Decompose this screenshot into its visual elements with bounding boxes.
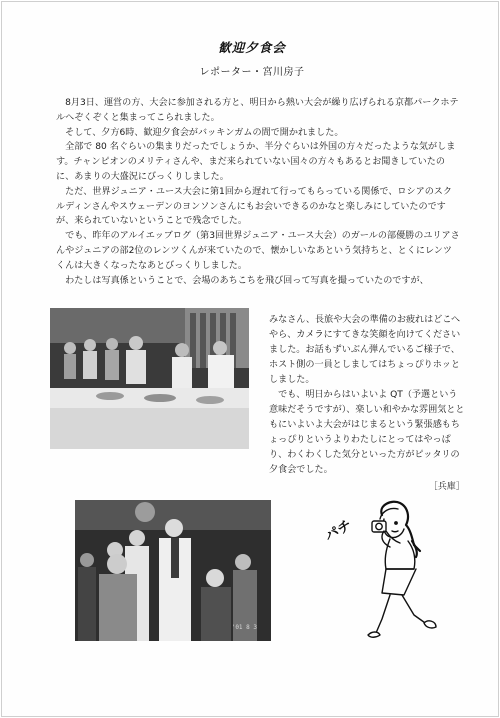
paragraph: わたしは写真係ということで、会場のあちこちを飛び回って写真を撮っていたのですが、 (65, 275, 429, 286)
buffet-photo-image (50, 308, 249, 449)
newsletter-page (1, 1, 499, 717)
paragraph: みなさん、長旅や大会の準備のお疲れはどこへやら、カメラにすてきな笑顔を向けてくださいました。お話もずいぶん弾んでいるご様子で、ホスト側の一員としましてはちょっぴりホッとしました。 (269, 315, 461, 385)
group-photo-image (75, 500, 271, 641)
photo-date-stamp: '01 8 3 (231, 624, 257, 631)
paragraph: 8月3日、運営の方、大会に参加される方と、明日から熱い大会が繰り広げられる京都パークホテルへぞくぞくと集まってこられました。 (56, 98, 459, 123)
paragraph: でも、明日からはいよいよ QT（予選という意味だそうですが）、楽しい和やかな雰囲気とともにいよいよ大会がはじまるという緊張感もちょっぴりというよりわたしにとってはやっぱり、わくわくした気分といった方がピッタリの夕食会でした。 (269, 390, 465, 475)
photographer-cartoon (320, 497, 450, 647)
photographer-cartoon-drawing (320, 497, 450, 647)
paragraph: 全部で 80 名ぐらいの集まりだったでしょうか、半分ぐらいは外国の方々だったような気がします。チャンピオンのメリティさんや、まだ来られていない国々の方々もあるとお聞きしていたのに、あまりの大盛況にびっくりしました。 (56, 142, 456, 182)
buffet-photo (50, 308, 249, 449)
article-body (56, 92, 460, 288)
camera-sound-effect: パチ (322, 517, 355, 545)
article-reporter: レポーター・宮川房子 (199, 67, 305, 78)
paragraph: ただ、世界ジュニア・ユース大会に第1回から遅れて行ってもらっている関係で、ロシアのスクルディンさんやスウェーデンのヨンソンさんにもお会いできるのかなと楽しみにしていたのですが、来られていないということで残念でした。 (56, 186, 452, 227)
article-title: 歓迎夕食会 (218, 40, 286, 55)
paragraph: でも、昨年のアルイエッブログ（第3回世界ジュニア・ユース大会）のガールの部優勝のユリアさんやジュニアの部2位のレンツくんが来ていたので、懐かしいなあという気持ちと、とくにレンツくんは大きくなったなあとびっくりしました。 (56, 231, 460, 271)
paragraph: そして、夕方6時、歓迎夕食会がバッキンガムの間で開かれました。 (65, 127, 344, 138)
group-photo (75, 500, 271, 641)
article-body-continued (269, 313, 465, 495)
article-credit: ［兵庫］ (428, 482, 465, 492)
